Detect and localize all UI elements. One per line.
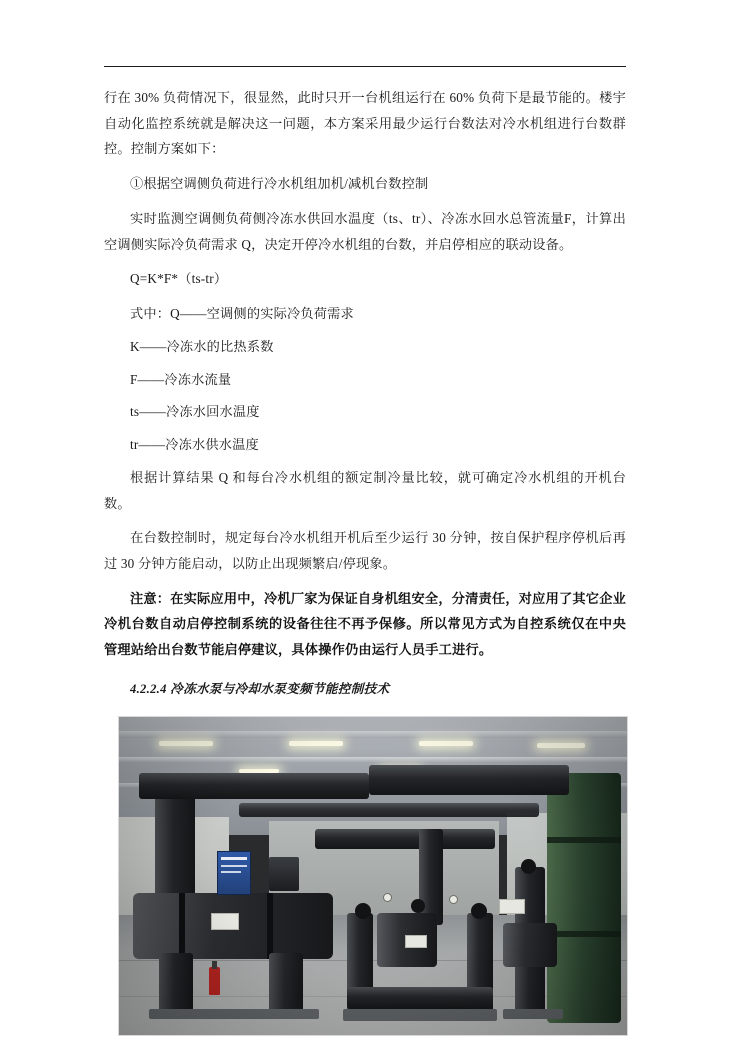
figure-mechanical-room [118,716,628,1036]
paragraph-intro: 行在 30% 负荷情况下，很显然，此时只开一台机组运行在 60% 负荷下是最节能的。楼宇自动化监控系统就是解决这一问题，本方案采用最少运行台数法对冷水机组进行台数群控。控制方案如下： [104,90,626,157]
photo-vignette [119,717,627,1035]
formula-legend-tr: tr——冷冻水供水温度 [130,437,259,453]
formula-legend-k: K——冷冻水的比热系数 [130,338,274,354]
formula-legend-q: 式中：Q——空调侧的实际冷负荷需求 [130,306,354,322]
formula-legend-f: F——冷冻水流量 [130,371,232,387]
paragraph-compare: 根据计算结果 Q 和每台冷水机组的额定制冷量比较，就可确定冷水机组的开机台数。 [104,469,626,511]
section-heading: 4.2.2.4 冷冻水泵与冷却水泵变频节能控制技术 [130,681,390,696]
page-content [104,66,626,1036]
formula-q: Q=K*F*（ts-tr） [130,271,228,287]
paragraph-monitoring: 实时监测空调侧负荷侧冷冻水供回水温度（ts、tr）、冷冻水回水总管流量F，计算出空调侧实际冷负荷需求 Q，决定开停冷水机组的台数，并启停相应的联动设备。 [104,210,626,252]
paragraph-runtime: 在台数控制时，规定每台冷水机组开机后至少运行 30 分钟，按自保护程序停机后再过 30 分钟方能启动，以防止出现频繁启/停现象。 [104,530,626,572]
header-rule [104,66,626,67]
formula-legend-ts: ts——冷冻水回水温度 [130,404,260,420]
paragraph-item-1: ①根据空调侧负荷进行冷水机组加机/减机台数控制 [130,176,429,192]
paragraph-note: 注意：在实际应用中，冷机厂家为保证自身机组安全，分清责任，对应用了其它企业冷机台数自动启停控制系统的设备往往不再予保修。所以常见方式为自控系统仅在中央管理站给出台数节能启停建议，具体操作仍由运行人员手工进行。 [104,590,626,658]
